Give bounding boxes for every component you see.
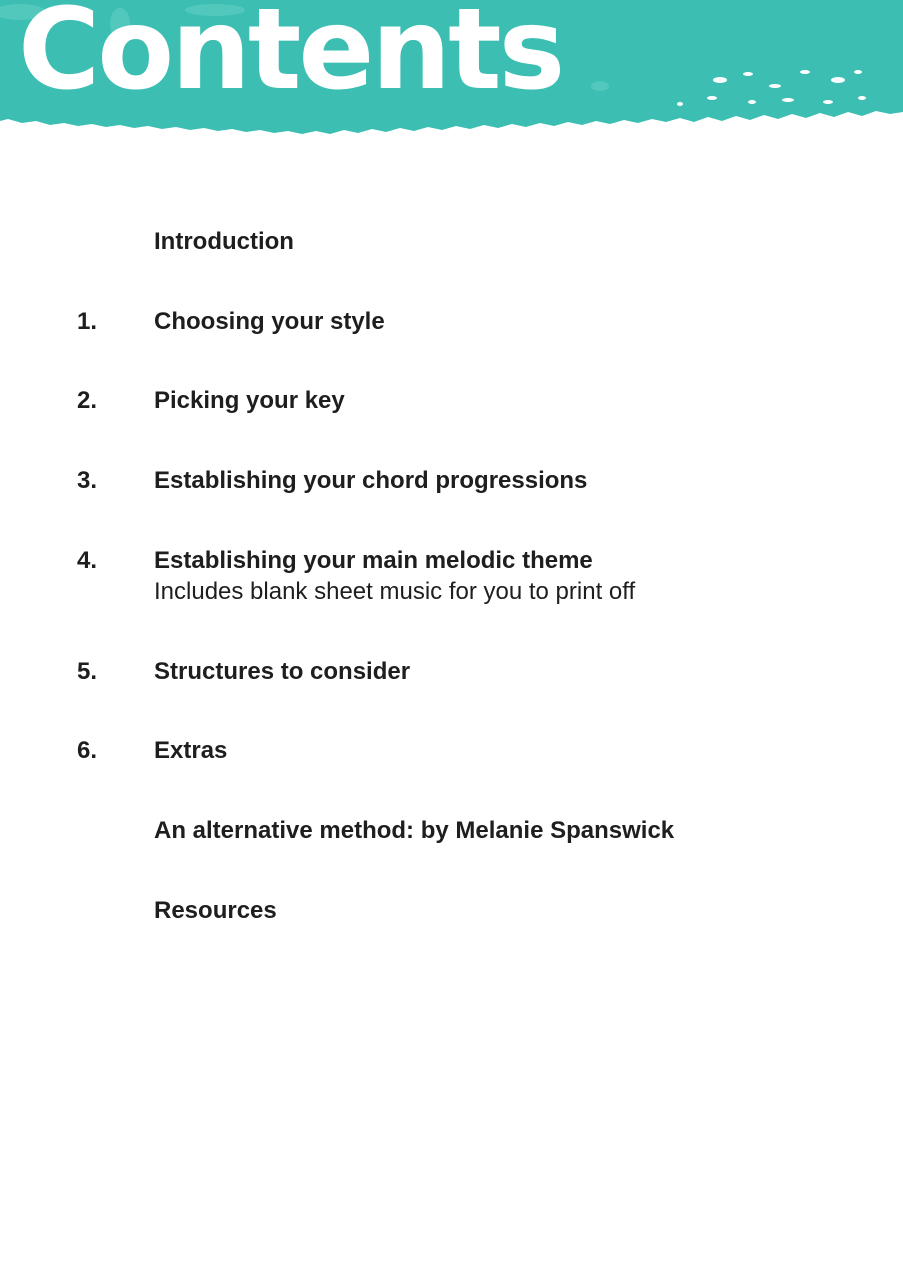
toc-entry-number: 5. [77, 658, 98, 685]
toc-entry-title: Resources [154, 897, 277, 924]
toc-entry-title: Structures to consider [154, 658, 411, 685]
toc-entry-number: 6. [77, 737, 98, 764]
toc-entry-title: Choosing your style [154, 308, 385, 335]
toc-entry-subtitle: Includes blank sheet music for you to print off [154, 578, 636, 605]
toc-entry-title: Introduction [154, 228, 294, 255]
toc-entry-number: 4. [77, 547, 98, 574]
toc-entry-title: Extras [154, 737, 228, 764]
toc-entry-title: Establishing your main melodic theme [154, 547, 593, 574]
toc-entry-title: Picking your key [154, 387, 345, 414]
toc-entry-number: 1. [77, 308, 98, 335]
toc-entry-title: An alternative method: by Melanie Spanswick [154, 817, 675, 844]
toc-entry-number: 2. [77, 387, 98, 414]
toc-entry-title: Establishing your chord progressions [154, 467, 588, 494]
toc-entry-number: 3. [77, 467, 98, 494]
page-title: Contents [18, 0, 563, 115]
